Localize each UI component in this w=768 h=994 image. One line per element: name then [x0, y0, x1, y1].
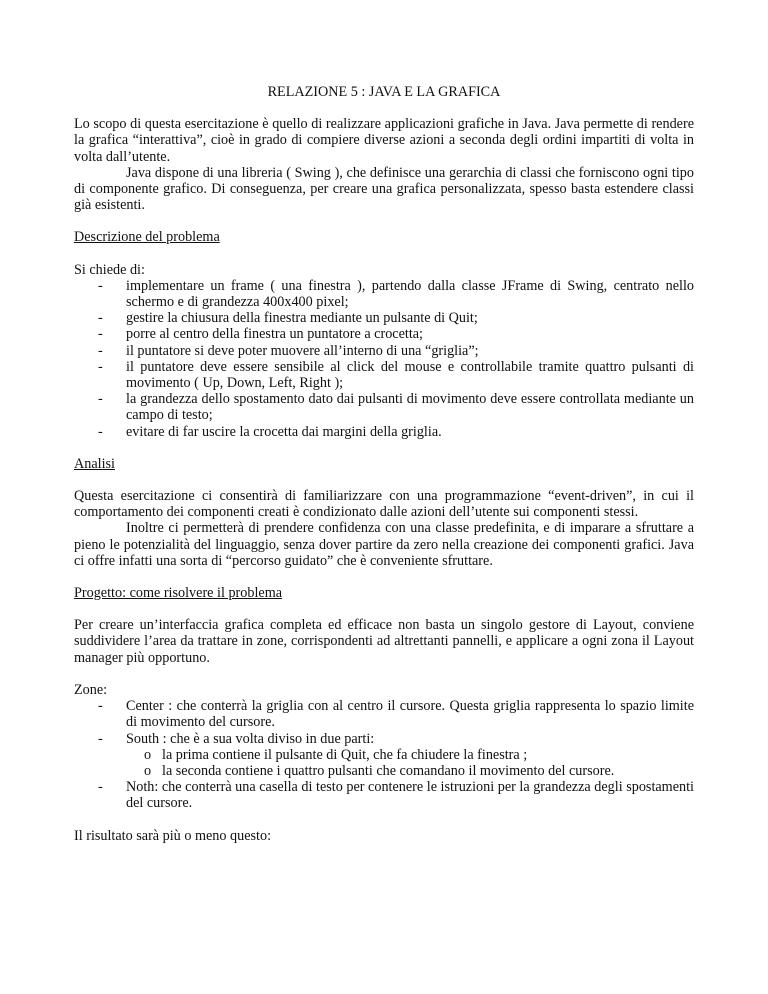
sub-list-item: o la prima contiene il pulsante di Quit, che fa chiudere la finestra ; — [126, 747, 694, 763]
project-heading: Progetto: come risolvere il problema — [74, 585, 283, 602]
zone-south-item — [74, 731, 694, 780]
zones-label: Zone: — [74, 681, 108, 698]
list-item: - implementare un frame ( una finestra ), partendo dalla classe JFrame di Swing, centrato nello schermo e di grandezza 400x400 pixel; — [74, 278, 694, 310]
closing-line: Il risultato sarà più o meno questo: — [74, 827, 272, 844]
list-item: - il puntatore si deve poter muovere all’interno di una “griglia”; — [74, 343, 694, 359]
zones-list — [74, 698, 694, 811]
list-item: - gestire la chiusura della finestra mediante un pulsante di Quit; — [74, 310, 694, 326]
document-title: RELAZIONE 5 : JAVA E LA GRAFICA — [267, 84, 501, 100]
intro-paragraph-2: Java dispone di una libreria ( Swing ), che definisce una gerarchia di classi che forniscono ogni tipo di componente grafico. Di conseguenza, per creare una grafica personalizzata, spesso basta estendere classi già esistenti. — [74, 164, 694, 214]
zone-south-sublist — [126, 747, 694, 779]
list-item: - evitare di far uscire la crocetta dai margini della griglia. — [74, 424, 694, 440]
problem-requirements-list — [74, 278, 694, 440]
analysis-paragraph-1: Questa esercitazione ci consentirà di familiarizzare con una programmazione “event-driven”, in cui il comportamento dei componenti creati è condizionato dalle azioni dell’utente sui componenti stessi. — [74, 488, 694, 521]
zone-south-text: South : che è a sua volta diviso in due parti: — [126, 730, 375, 747]
document-page — [74, 84, 694, 844]
intro-paragraph-1: Lo scopo di questa esercitazione è quello di realizzare applicazioni grafiche in Java. Java permette di rendere la grafica “interattiva”, cioè in grado di compiere diverse azioni a seconda degli ordini impartiti di volta in volta dall’utente. — [74, 116, 694, 165]
zone-center-item: - Center : che conterrà la griglia con al centro il cursore. Questa griglia rappresenta lo spazio limite di movimento del cursore. — [74, 698, 694, 730]
project-paragraph-1: Per creare un’interfaccia grafica completa ed efficace non basta un singolo gestore di Layout, conviene suddividere l’area da trattare in zone, corrispondenti ad altrettanti pannelli, e applicare a ogni zona il Layout manager più opportuno. — [74, 617, 694, 666]
list-item: - il puntatore deve essere sensibile al click del mouse e controllabile tramite quattro pulsanti di movimento ( Up, Down, Left, Right ); — [74, 359, 694, 391]
analysis-heading: Analisi — [74, 455, 115, 472]
zone-north-item: - Noth: che conterrà una casella di testo per contenere le istruzioni per la grandezza degli spostamenti del cursore. — [74, 779, 694, 811]
problem-heading: Descrizione del problema — [74, 229, 220, 246]
problem-lead: Si chiede di: — [74, 261, 145, 278]
list-item: - porre al centro della finestra un puntatore a crocetta; — [74, 326, 694, 342]
list-item: - la grandezza dello spostamento dato dai pulsanti di movimento deve essere controllata mediante un campo di testo; — [74, 391, 694, 423]
sub-list-item: o la seconda contiene i quattro pulsanti che comandano il movimento del cursore. — [126, 763, 694, 779]
analysis-paragraph-2: Inoltre ci permetterà di prendere confidenza con una classe predefinita, e di imparare a sfruttare a pieno le potenzialità del linguaggio, senza dover partire da zero nella creazione dei componenti grafici. Java ci offre infatti una sorta di “percorso guidato” che è conveniente sfruttare. — [74, 520, 694, 569]
